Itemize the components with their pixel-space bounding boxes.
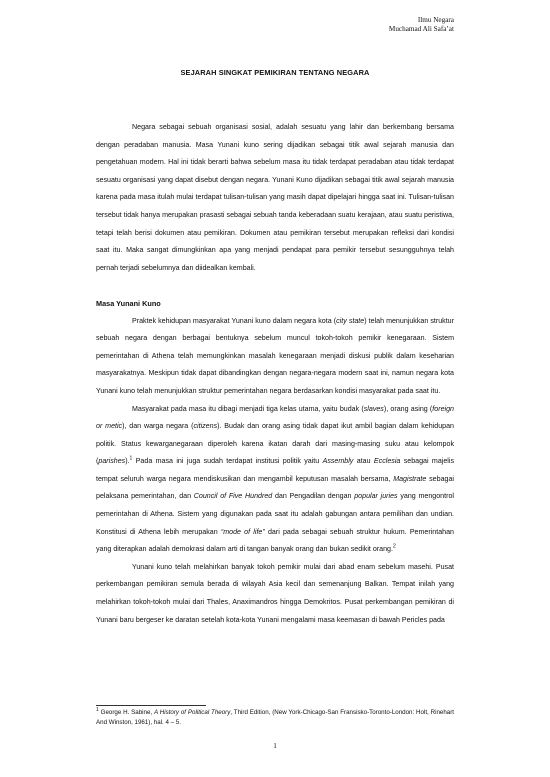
footnote-number: 1 [96, 706, 99, 713]
p2-slaves: slaves [363, 404, 384, 413]
p2-foreign: foreign or metic [96, 404, 454, 431]
footnote-text-b: , Third Edition, (New York-Chicago-San Fransisko-Toronto-London: Holt, Rinehart And Winston, 1961), hal. 4 – 5. [96, 709, 455, 726]
p2-assembly: Assembly [322, 457, 354, 466]
intro-paragraph: Negara sebagai sebuah organisasi sosial, adalah sesuatu yang lahir dan berkembang bersama dengan peradaban manusia. Masa Yunani kuno sering dijadikan sebagai titik awal sejarah manusia dan pengetahuan modern. Hal ini tidak berarti bahwa sebelum masa itu tidak terdapat peradaban atau tidak terdapat sesuatu organisasi yang dapat disebut dengan negara. Yunani Kuno dijadikan sebagai titik awal sejarah manusia karena pada masa itulah mulai terdapat tulisan-tulisan yang masih dapat dipelajari hingga saat ini. Tulisan-tulisan tersebut tidak hanya merupakan prasasti sebagai sebuah tanda keberadaan suatu kerajaan, atau suatu peristiwa, tetapi telah berisi dokumen atau pemikiran. Dokumen atau pemikiran tersebut merupakan refleksi dari kondisi saat itu. Maka sangat dimungkinkan apa yang menjadi pendapat para pemikir tersebut sesungguhnya telah pernah terjadi sebelumnya dan diidealkan kembali. [96, 123, 454, 272]
running-header [389, 16, 454, 34]
p2-citizens: citizens [193, 422, 218, 431]
p2-parishes: parishes [98, 457, 126, 466]
section-heading: Masa Yunani Kuno [96, 298, 161, 308]
page-number: 1 [273, 742, 277, 750]
p2-text-g: atau [353, 457, 374, 466]
footnote-text-a: George H. Sabine, [98, 709, 155, 716]
p2-magistrate: Magistrate [393, 474, 427, 483]
paragraph-3: Yunani kuno telah melahirkan banyak tokoh pemikir mulai dari abad enam sebelum masehi. Pusat perkembangan pemikiran semula berada di wilayah Asia kecil dan semenanjung Balkan. Tempat inilah yang melahirkan tokoh-tokoh mulai dari Thales, Anaximandros hingga Demokritos. Pusat perkembangan pemikiran di Yunani baru bergeser ke daratan setelah kota-kota Yunani mengalami masa keemasan di bawah Pericles pada [96, 562, 454, 624]
footnote-divider [96, 705, 206, 706]
header-author: Muchamad Ali Safa’at [388, 25, 454, 33]
footnote-ref-2[interactable]: 2 [392, 543, 396, 550]
p2-juries: popular juries [354, 492, 398, 501]
document-title: SEJARAH SINGKAT PEMIKIRAN TENTANG NEGARA [180, 68, 370, 77]
document-body [96, 119, 454, 629]
p2-text-a: Masyarakat pada masa itu dibagi menjadi tiga kelas utama, yaitu budak ( [132, 404, 364, 413]
p1-text-a: Praktek kehidupan masyarakat Yunani kuno dalam negara kota ( [132, 316, 337, 325]
p1-text-b: ) telah menunjukkan struktur sebuah negara dengan berbagai bentuknya sebelum muncul tokoh-tokoh pemikir kenegaraan. Sistem pemerintahan di Athena telah memungkinkan masalah kenegaraan menjadi diskusi publik dalam keseharian masyarakatnya. Meskipun tidak dapat dibandingkan dengan negara-negara modern saat ini, namun negara kota Yunani kuno telah menunjukkan struktur pemerintahan negara berdasarkan kondisi masyarakat pada saat itu. [96, 316, 454, 395]
footnote-1 [96, 708, 454, 728]
paragraph-2 [96, 401, 454, 559]
p1-city-state: city state [336, 316, 365, 325]
p2-ecclesia: Ecclesia [373, 457, 401, 466]
p2-text-k: yang mengontrol pemerintahan di Athena. Sistem yang digunakan pada saat itu adalah gabungan antara pemilihan dan undian. Konstitusi di Athena lebih merupakan [96, 492, 454, 536]
paragraph-1 [96, 313, 454, 401]
p2-text-l: dari pada sebagai sebuah struktur hukum. Pemerintahan yang diterapkan adalah demokrasi dalam arti di tangan banyak orang dan bukan sedikit orang. [96, 527, 454, 554]
p2-text-b: ), orang asing ( [383, 404, 433, 413]
p2-mode-of-life: “mode of life” [220, 527, 265, 536]
p2-text-i: sebagai pelaksana pemerintahan, dan [96, 474, 454, 501]
p2-text-c: ), dan warga negara ( [122, 422, 194, 431]
header-course: Ilmu Negara [417, 16, 454, 24]
paragraph-gap [96, 277, 454, 295]
footnote-book-title: A History of Political Theory [154, 709, 231, 716]
p2-text-h: sebagai majelis tempat seluruh warga negara mendiskusikan dan mengambil keputusan masalah bersama, [96, 457, 455, 483]
p2-council: Council of Five Hundred [193, 492, 273, 501]
p2-text-j: dan Pengadilan dengan [272, 492, 355, 501]
p2-text-f: Pada masa ini juga sudah terdapat institusi politik yaitu [132, 457, 323, 466]
p2-text-d: ). Budak dan orang asing tidak dapat ikut ambil bagian dalam kehidupan politik. Status kewarganegaraan diperoleh karena ikatan darah dari masing-masing suku atau kelompok ( [96, 422, 454, 466]
footnote-ref-1[interactable]: 1 [129, 455, 133, 462]
p2-text-e: ). [125, 457, 130, 466]
